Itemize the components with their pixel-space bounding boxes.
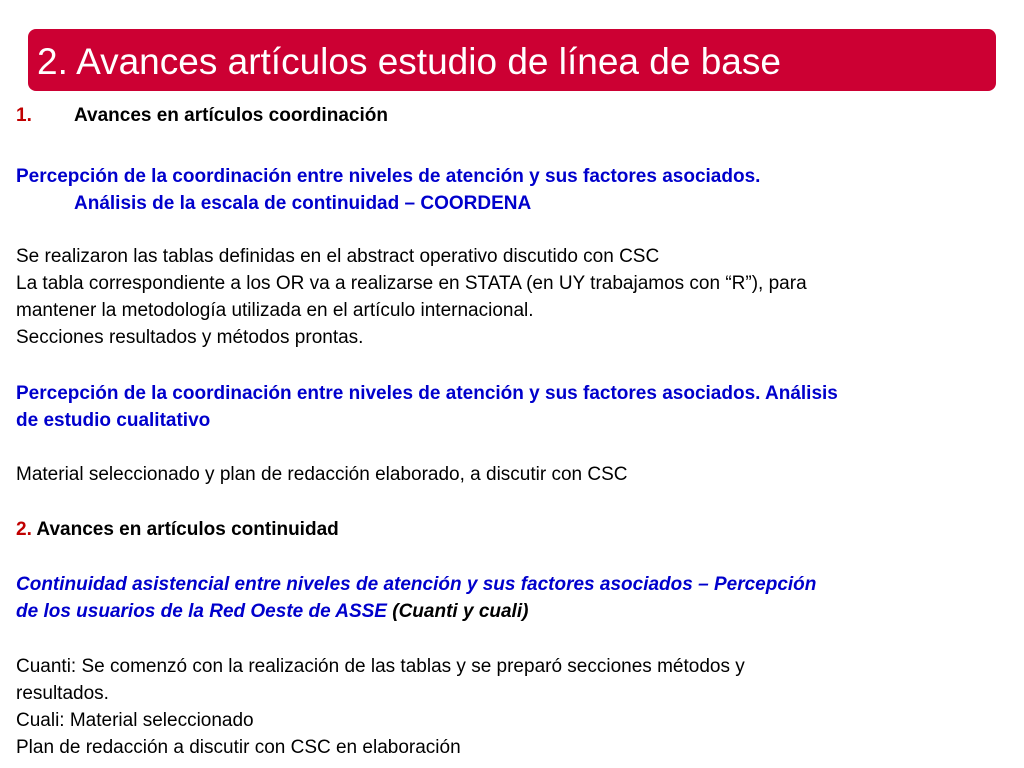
article-3-title-line-1: Continuidad asistencial entre niveles de atención y sus factores asociados – Percepción <box>16 574 817 595</box>
section-2-heading-line <box>16 518 339 542</box>
article-2-title-line-2: de estudio cualitativo <box>16 410 211 431</box>
article-3-title-line-2-blue: de los usuarios de la Red Oeste de ASSE <box>16 601 387 622</box>
article-1-title-line-2: Análisis de la escala de continuidad – COORDENA <box>74 193 532 214</box>
section-1-number: 1. <box>16 105 32 126</box>
article-3-body-line: Cuali: Material seleccionado <box>16 710 254 731</box>
article-3-body-line: Plan de redacción a discutir con CSC en elaboración <box>16 737 461 758</box>
article-2-title-line-1: Percepción de la coordinación entre niveles de atención y sus factores asociados. Análisis <box>16 383 838 404</box>
article-1-body-line: La tabla correspondiente a los OR va a realizarse en STATA (en UY trabajamos con “R”), para <box>16 273 807 294</box>
article-1-body-line: mantener la metodología utilizada en el artículo internacional. <box>16 300 534 321</box>
article-1-body-line: Se realizaron las tablas definidas en el abstract operativo discutido con CSC <box>16 246 660 267</box>
article-2-body-line: Material seleccionado y plan de redacción elaborado, a discutir con CSC <box>16 464 628 485</box>
article-3-title-line-2-black: (Cuanti y cuali) <box>386 601 529 622</box>
article-3-body-line: resultados. <box>16 683 109 704</box>
article-3-body-line: Cuanti: Se comenzó con la realización de las tablas y se preparó secciones métodos y <box>16 656 745 677</box>
section-1-heading: Avances en artículos coordinación <box>74 105 388 126</box>
section-2-heading: Avances en artículos continuidad <box>31 519 339 540</box>
slide-title: 2. Avances artículos estudio de línea de base <box>37 41 781 82</box>
article-1-body-line: Secciones resultados y métodos prontas. <box>16 327 364 348</box>
section-2-number: 2. <box>16 519 32 540</box>
title-bar <box>28 29 996 91</box>
article-1-title-line-1: Percepción de la coordinación entre niveles de atención y sus factores asociados. <box>16 166 761 187</box>
article-3-title-line-2 <box>16 600 528 624</box>
